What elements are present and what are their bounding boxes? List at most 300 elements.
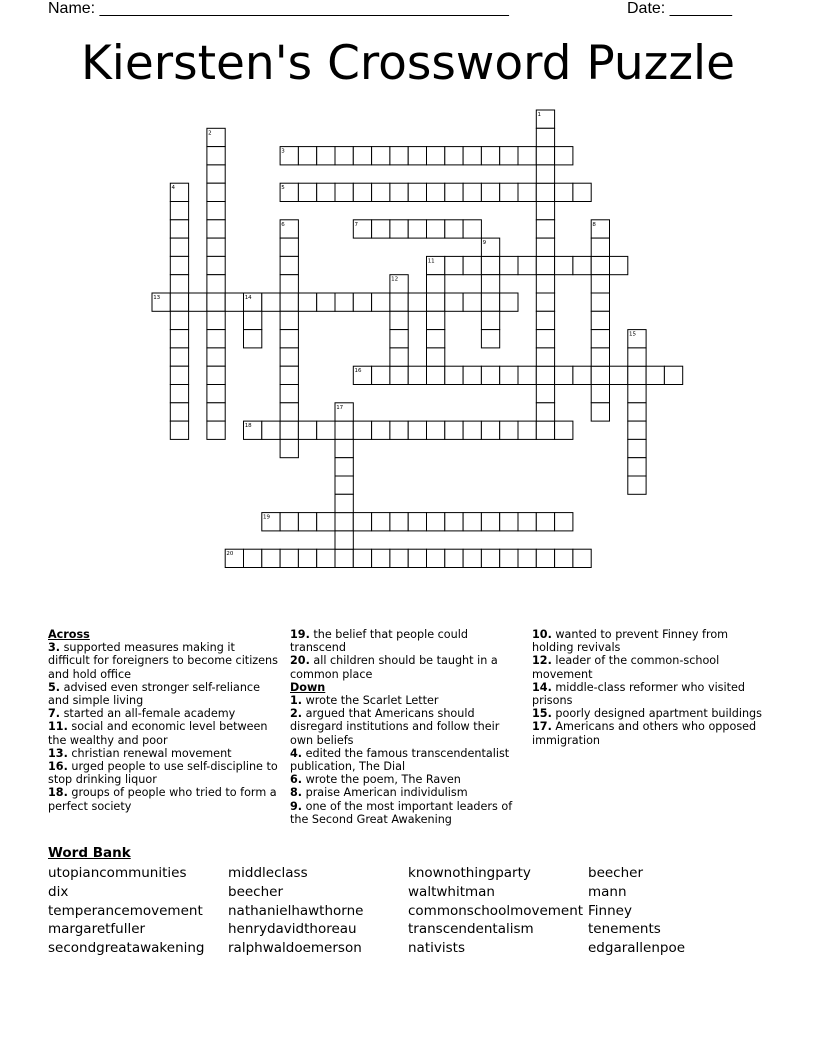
word-bank-item: utopiancommunities: [48, 865, 187, 881]
grid-cell[interactable]: [463, 421, 481, 439]
clue-number: 19.: [290, 628, 310, 641]
grid-cell[interactable]: [536, 238, 554, 256]
clue-number: 15.: [532, 707, 552, 721]
grid-cell[interactable]: [445, 293, 463, 311]
grid-cell[interactable]: [317, 549, 335, 567]
grid-cell[interactable]: [610, 256, 628, 274]
grid-cell[interactable]: [207, 183, 225, 201]
clue-text: the belief that people could transcend: [290, 628, 468, 655]
grid-cell[interactable]: [280, 256, 298, 274]
grid-cell[interactable]: [628, 476, 646, 494]
grid-cell[interactable]: [536, 385, 554, 403]
clue-text: wanted to prevent Finney from holding revivals: [532, 628, 729, 655]
grid-cell[interactable]: [207, 403, 225, 421]
grid-cell[interactable]: [427, 275, 445, 293]
cell-number: 11: [427, 258, 435, 265]
grid-cell[interactable]: [500, 513, 518, 531]
grid-cell[interactable]: [481, 549, 499, 567]
clue-text: groups of people who tried to form a perfect society: [48, 786, 277, 813]
cell-number: 5: [281, 185, 285, 192]
grid-cell[interactable]: [427, 513, 445, 531]
grid-cell[interactable]: [170, 238, 188, 256]
clue: [290, 800, 515, 826]
grid-cell[interactable]: [207, 256, 225, 274]
grid-cell[interactable]: [500, 147, 518, 165]
cell-number: 20: [226, 551, 234, 558]
grid-cell[interactable]: [408, 549, 426, 567]
grid-cell[interactable]: [390, 311, 408, 329]
grid-cell[interactable]: [591, 385, 609, 403]
grid-cell[interactable]: [244, 311, 262, 329]
grid-cell[interactable]: [207, 165, 225, 183]
grid-cell[interactable]: [481, 311, 499, 329]
cell-number: 14: [244, 295, 252, 301]
grid-cell[interactable]: [573, 549, 591, 567]
grid-cell[interactable]: [170, 202, 188, 220]
grid-cell[interactable]: [390, 348, 408, 366]
clue-text: Americans and others who opposed immigration: [532, 720, 757, 747]
grid-cell[interactable]: [628, 348, 646, 366]
grid-cell[interactable]: [591, 293, 609, 311]
clue-text: leader of the common-school movement: [532, 654, 720, 681]
clue: [290, 694, 515, 707]
grid-cell[interactable]: [445, 549, 463, 567]
grid-cell[interactable]: [628, 366, 646, 384]
grid-cell[interactable]: [500, 293, 518, 311]
clue-number: 9.: [290, 799, 303, 813]
grid-cell[interactable]: [390, 330, 408, 348]
grid-cell[interactable]: [445, 421, 463, 439]
grid-cell[interactable]: [353, 421, 371, 439]
grid-cell[interactable]: [445, 256, 463, 274]
grid-cell[interactable]: [280, 549, 298, 567]
grid-cell[interactable]: [481, 183, 499, 201]
grid-cell[interactable]: [628, 458, 646, 476]
grid-cell[interactable]: [628, 385, 646, 403]
grid-cell[interactable]: [536, 220, 554, 238]
clue: [290, 786, 515, 799]
across-heading: Across: [48, 628, 90, 641]
grid-cell[interactable]: [170, 403, 188, 421]
grid-cell[interactable]: [518, 147, 536, 165]
word-bank-column-2: [228, 864, 363, 958]
grid-cell[interactable]: [536, 403, 554, 421]
word-bank-column-1: [48, 864, 205, 958]
clue: [48, 720, 278, 746]
grid-cell[interactable]: [170, 311, 188, 329]
grid-cell[interactable]: [536, 165, 554, 183]
word-bank-item: Finney: [588, 902, 632, 919]
grid-cell[interactable]: [628, 421, 646, 439]
clue-number: 6.: [290, 773, 303, 787]
clue-number: 20.: [290, 654, 310, 668]
grid-cell[interactable]: [262, 293, 280, 311]
cell-number: 4: [171, 185, 175, 192]
grid-cell[interactable]: [244, 330, 262, 348]
clue-number: 16.: [48, 760, 68, 774]
grid-cell[interactable]: [244, 549, 262, 567]
grid-cell[interactable]: [500, 421, 518, 439]
grid-cell[interactable]: [591, 256, 609, 274]
grid-cell[interactable]: [335, 183, 353, 201]
clue: [48, 707, 278, 720]
clue: [532, 720, 762, 746]
grid-cell[interactable]: [518, 549, 536, 567]
clue-number: 4.: [290, 746, 303, 760]
grid-cell[interactable]: [481, 293, 499, 311]
clue-text: christian renewal movement: [67, 746, 232, 760]
grid-cell[interactable]: [225, 293, 243, 311]
clue-text: started an all-female academy: [60, 707, 236, 721]
grid-cell[interactable]: [427, 147, 445, 165]
grid-cell[interactable]: [298, 293, 316, 311]
grid-cell[interactable]: [536, 202, 554, 220]
grid-cell[interactable]: [372, 549, 390, 567]
grid-cell[interactable]: [591, 403, 609, 421]
grid-cell[interactable]: [427, 366, 445, 384]
grid-cell[interactable]: [280, 348, 298, 366]
clue: [48, 786, 278, 812]
word-bank-item: margaretfuller: [48, 921, 146, 938]
clue-text: wrote the Scarlet Letter: [302, 694, 439, 708]
clue-number: 3.: [48, 641, 61, 655]
clue-number: 2.: [290, 707, 303, 721]
grid-cell[interactable]: [207, 202, 225, 220]
down-clues-part1: [290, 694, 515, 826]
grid-cell[interactable]: [555, 366, 573, 384]
grid-cell[interactable]: [536, 275, 554, 293]
clues-column-1: [48, 628, 278, 813]
grid-cell[interactable]: [518, 183, 536, 201]
grid-cell[interactable]: [555, 256, 573, 274]
grid-cell[interactable]: [280, 293, 298, 311]
grid-cell[interactable]: [408, 366, 426, 384]
clue-text: edited the famous transcendentalist publication, The Dial: [290, 746, 510, 774]
grid-cell[interactable]: [518, 513, 536, 531]
grid-cell[interactable]: [536, 330, 554, 348]
grid-cell[interactable]: [500, 366, 518, 384]
grid-cell[interactable]: [207, 330, 225, 348]
grid-cell[interactable]: [481, 275, 499, 293]
clue-number: 1.: [290, 694, 303, 708]
grid-cell[interactable]: [170, 220, 188, 238]
grid-cell[interactable]: [610, 366, 628, 384]
grid-cell[interactable]: [445, 513, 463, 531]
grid-cell[interactable]: [390, 513, 408, 531]
grid-cell[interactable]: [372, 366, 390, 384]
grid-cell[interactable]: [427, 293, 445, 311]
grid-cell[interactable]: [298, 513, 316, 531]
grid-cell[interactable]: [207, 348, 225, 366]
grid-cell[interactable]: [427, 348, 445, 366]
grid-cell[interactable]: [463, 513, 481, 531]
clue-text: wrote the poem, The Raven: [302, 773, 461, 787]
cell-number: 19: [263, 514, 270, 521]
grid-cell[interactable]: [353, 513, 371, 531]
grid-cell[interactable]: [390, 147, 408, 165]
grid-cell[interactable]: [591, 275, 609, 293]
grid-cell[interactable]: [372, 220, 390, 238]
grid-cell[interactable]: [536, 549, 554, 567]
clues-column-2: [290, 628, 515, 826]
grid-cell[interactable]: [555, 147, 573, 165]
clue: [532, 681, 762, 707]
word-bank-item: waltwhitman: [408, 883, 495, 900]
grid-cell[interactable]: [555, 549, 573, 567]
grid-cell[interactable]: [481, 330, 499, 348]
clue: [48, 747, 278, 760]
grid-cell[interactable]: [207, 220, 225, 238]
grid-cell[interactable]: [536, 348, 554, 366]
grid-cell[interactable]: [408, 293, 426, 311]
grid-cell[interactable]: [372, 183, 390, 201]
grid-cell[interactable]: [280, 330, 298, 348]
grid-cell[interactable]: [372, 293, 390, 311]
grid-cell[interactable]: [555, 421, 573, 439]
cell-number: 15: [629, 331, 636, 338]
grid-cell[interactable]: [427, 311, 445, 329]
grid-cell[interactable]: [536, 366, 554, 384]
grid-cell[interactable]: [170, 385, 188, 403]
grid-cell[interactable]: [353, 293, 371, 311]
cell-number: 17: [336, 404, 344, 411]
word-bank-item: knownothingparty: [408, 865, 531, 881]
grid-cell[interactable]: [463, 220, 481, 238]
grid-cell[interactable]: [463, 147, 481, 165]
grid-cell[interactable]: [408, 220, 426, 238]
grid-cell[interactable]: [335, 458, 353, 476]
grid-cell[interactable]: [335, 293, 353, 311]
grid-cell[interactable]: [390, 421, 408, 439]
grid-cell[interactable]: [536, 147, 554, 165]
grid-cell[interactable]: [280, 275, 298, 293]
grid-cell[interactable]: [591, 311, 609, 329]
grid-cell[interactable]: [536, 293, 554, 311]
word-bank-item: transcendentalism: [408, 921, 534, 938]
grid-cell[interactable]: [427, 183, 445, 201]
grid-cell[interactable]: [353, 183, 371, 201]
grid-cell[interactable]: [335, 549, 353, 567]
grid-cell[interactable]: [317, 513, 335, 531]
grid-cell[interactable]: [335, 439, 353, 457]
grid-cell[interactable]: [481, 421, 499, 439]
word-bank-item: nativists: [408, 940, 465, 957]
grid-cell[interactable]: [317, 183, 335, 201]
grid-cell[interactable]: [298, 183, 316, 201]
grid-cell[interactable]: [170, 366, 188, 384]
grid-cell[interactable]: [555, 183, 573, 201]
grid-cell[interactable]: [317, 293, 335, 311]
grid-cell[interactable]: [207, 421, 225, 439]
grid-cell[interactable]: [298, 549, 316, 567]
grid-cell[interactable]: [170, 348, 188, 366]
grid-cell[interactable]: [555, 513, 573, 531]
down-heading: Down: [290, 680, 326, 694]
cell-number: 13: [153, 295, 161, 301]
grid-cell[interactable]: [408, 183, 426, 201]
grid-cell[interactable]: [189, 293, 207, 311]
grid-cell[interactable]: [536, 256, 554, 274]
grid-cell[interactable]: [463, 183, 481, 201]
grid-cell[interactable]: [207, 238, 225, 256]
across-clues-part1: [48, 641, 278, 813]
grid-cell[interactable]: [591, 330, 609, 348]
grid-cell[interactable]: [280, 439, 298, 457]
grid-cell[interactable]: [481, 366, 499, 384]
name-field: Name: ______________________________________________: [48, 0, 509, 17]
grid-cell[interactable]: [207, 366, 225, 384]
grid-cell[interactable]: [280, 366, 298, 384]
grid-cell[interactable]: [262, 421, 280, 439]
grid-cell[interactable]: [500, 549, 518, 567]
grid-cell[interactable]: [390, 293, 408, 311]
grid-cell[interactable]: [518, 366, 536, 384]
grid-cell[interactable]: [298, 147, 316, 165]
grid-cell[interactable]: [353, 549, 371, 567]
grid-cell[interactable]: [646, 366, 664, 384]
grid-cell[interactable]: [536, 183, 554, 201]
grid-cell[interactable]: [536, 311, 554, 329]
grid-cell[interactable]: [445, 183, 463, 201]
grid-cell[interactable]: [481, 147, 499, 165]
grid-cell[interactable]: [463, 256, 481, 274]
grid-cell[interactable]: [445, 220, 463, 238]
grid-cell[interactable]: [481, 256, 499, 274]
cell-number: 9: [482, 240, 487, 247]
grid-cell[interactable]: [335, 531, 353, 549]
grid-cell[interactable]: [463, 549, 481, 567]
word-bank-title: Word Bank: [48, 845, 131, 861]
date-field: Date: _______: [627, 0, 732, 17]
grid-cell[interactable]: [207, 147, 225, 165]
grid-cell[interactable]: [335, 513, 353, 531]
clue-number: 11.: [48, 720, 68, 734]
clue: [290, 773, 515, 786]
grid-cell[interactable]: [335, 147, 353, 165]
grid-cell[interactable]: [500, 183, 518, 201]
cell-number: 7: [354, 221, 358, 228]
word-bank-column-3: [408, 864, 583, 958]
grid-cell[interactable]: [353, 147, 371, 165]
grid-cell[interactable]: [463, 366, 481, 384]
grid-cell[interactable]: [390, 366, 408, 384]
grid-cell[interactable]: [280, 421, 298, 439]
grid-cell[interactable]: [335, 494, 353, 512]
grid-cell[interactable]: [207, 275, 225, 293]
grid-cell[interactable]: [500, 256, 518, 274]
clue: [532, 628, 762, 654]
grid-cell[interactable]: [536, 128, 554, 146]
grid-cell[interactable]: [481, 513, 499, 531]
clue-number: 17.: [532, 720, 552, 734]
grid-cell[interactable]: [317, 147, 335, 165]
word-bank-item: temperancemovement: [48, 902, 203, 919]
grid-cell[interactable]: [280, 238, 298, 256]
grid-cell[interactable]: [390, 549, 408, 567]
cell-number: 6: [281, 221, 285, 228]
grid-cell[interactable]: [280, 311, 298, 329]
clue: [290, 747, 515, 773]
grid-cell[interactable]: [573, 183, 591, 201]
down-clues-part2: [532, 628, 762, 747]
clue: [290, 654, 515, 680]
grid-cell[interactable]: [573, 366, 591, 384]
grid-cell[interactable]: [280, 385, 298, 403]
grid-cell[interactable]: [408, 421, 426, 439]
clue: [290, 628, 515, 654]
grid-cell[interactable]: [280, 403, 298, 421]
grid-cell[interactable]: [628, 439, 646, 457]
clues-column-3: [532, 628, 762, 747]
grid-cell[interactable]: [536, 421, 554, 439]
grid-cell[interactable]: [207, 385, 225, 403]
grid-cell[interactable]: [427, 220, 445, 238]
grid-cell[interactable]: [372, 147, 390, 165]
grid-cell[interactable]: [372, 421, 390, 439]
clue: [290, 707, 515, 747]
grid-cell[interactable]: [664, 366, 682, 384]
grid-cell[interactable]: [591, 348, 609, 366]
grid-cell[interactable]: [170, 293, 188, 311]
grid-cell[interactable]: [536, 513, 554, 531]
grid-cell[interactable]: [207, 293, 225, 311]
across-clues-part2: [290, 628, 515, 681]
word-bank-item: henrydavidthoreau: [228, 921, 357, 938]
cell-number: 3: [281, 148, 285, 155]
grid-cell[interactable]: [518, 256, 536, 274]
grid-cell[interactable]: [298, 421, 316, 439]
grid-cell[interactable]: [170, 421, 188, 439]
grid-cell[interactable]: [628, 403, 646, 421]
grid-cell[interactable]: [408, 513, 426, 531]
grid-cell[interactable]: [170, 275, 188, 293]
grid-cell[interactable]: [170, 330, 188, 348]
clue-text: urged people to use self-discipline to stop drinking liquor: [48, 760, 278, 787]
cell-number: 1: [537, 112, 541, 118]
grid-cell[interactable]: [335, 421, 353, 439]
grid-cell[interactable]: [591, 238, 609, 256]
grid-cell[interactable]: [372, 513, 390, 531]
clue-number: 12.: [532, 654, 552, 668]
grid-cell[interactable]: [207, 311, 225, 329]
grid-cell[interactable]: [427, 330, 445, 348]
grid-cell[interactable]: [463, 293, 481, 311]
grid-cell[interactable]: [573, 256, 591, 274]
grid-cell[interactable]: [280, 513, 298, 531]
cell-number: 8: [592, 221, 596, 228]
grid-cell[interactable]: [262, 549, 280, 567]
grid-cell[interactable]: [335, 476, 353, 494]
grid-cell[interactable]: [591, 366, 609, 384]
grid-cell[interactable]: [390, 183, 408, 201]
grid-cell[interactable]: [427, 421, 445, 439]
grid-cell[interactable]: [518, 421, 536, 439]
clue-number: 5.: [48, 680, 61, 694]
grid-cell[interactable]: [317, 421, 335, 439]
grid-cell[interactable]: [445, 147, 463, 165]
clue-text: supported measures making it difficult for foreigners to become citizens and hold office: [48, 641, 278, 681]
grid-cell[interactable]: [170, 256, 188, 274]
grid-cell[interactable]: [408, 147, 426, 165]
cell-number: 2: [208, 130, 212, 137]
clue-number: 7.: [48, 707, 61, 721]
word-bank-item: edgarallenpoe: [588, 940, 686, 957]
clue-text: praise American individulism: [302, 786, 468, 800]
grid-cell[interactable]: [390, 220, 408, 238]
grid-cell[interactable]: [427, 549, 445, 567]
word-bank-item: secondgreatawakening: [48, 940, 205, 957]
grid-cell[interactable]: [445, 366, 463, 384]
